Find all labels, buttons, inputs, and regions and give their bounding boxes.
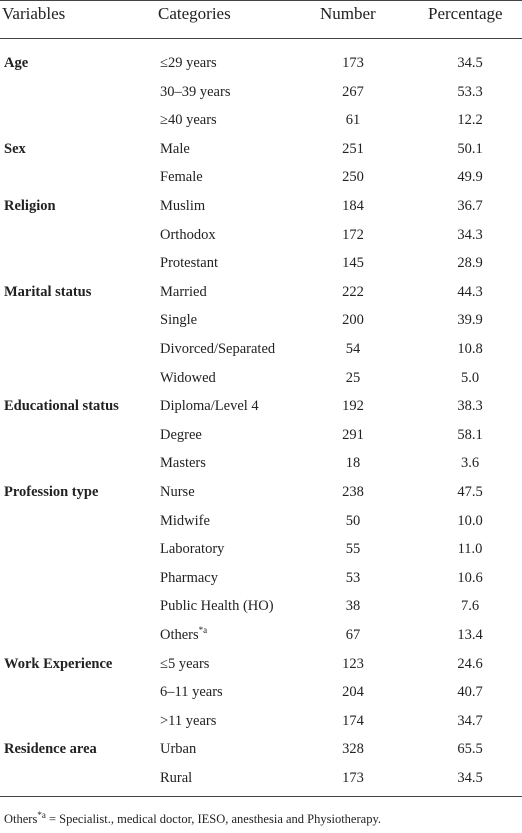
- table-row: [0, 336, 522, 364]
- row-category: Masters: [160, 455, 206, 472]
- footnote-text: = Specialist., medical doctor, IESO, anesthesia and Physiotherapy.: [45, 812, 382, 826]
- row-percentage: 34.7: [457, 712, 483, 729]
- table-header: [0, 0, 522, 38]
- row-number: 53: [345, 569, 361, 586]
- row-percentage: 39.9: [457, 312, 483, 329]
- row-category: ≥40 years: [160, 112, 217, 129]
- table-row: [0, 536, 522, 564]
- row-number: 251: [342, 140, 364, 157]
- table-row: [0, 279, 522, 307]
- row-variable: Age: [4, 55, 29, 71]
- row-number: 145: [342, 255, 364, 272]
- row-percentage: 12.2: [457, 112, 483, 129]
- row-percentage: 65.5: [457, 741, 483, 758]
- row-category: ≤29 years: [160, 55, 217, 71]
- row-number: 173: [342, 770, 364, 786]
- row-percentage: 34.5: [457, 770, 483, 786]
- table-row: [0, 422, 522, 450]
- row-variable: Educational status: [4, 398, 119, 415]
- row-percentage: 53.3: [457, 83, 483, 100]
- row-category: [160, 627, 207, 644]
- row-category: 30–39 years: [160, 83, 231, 100]
- table-row: [0, 222, 522, 250]
- header-rule: [0, 38, 522, 39]
- row-category: Male: [160, 140, 190, 157]
- header-variables: Variables: [2, 4, 66, 23]
- table-row: [0, 393, 522, 421]
- row-percentage: 40.7: [457, 684, 483, 701]
- row-category-text: Others: [160, 627, 199, 643]
- row-percentage: 34.3: [457, 226, 483, 243]
- row-variable: Marital status: [4, 283, 92, 300]
- row-percentage: 47.5: [457, 484, 483, 500]
- table-footnote: [4, 809, 382, 827]
- row-percentage: 49.9: [457, 169, 483, 186]
- table-row: [0, 479, 522, 507]
- row-number: 328: [342, 741, 364, 758]
- row-percentage: 10.0: [457, 512, 483, 529]
- row-percentage: 36.7: [457, 198, 483, 214]
- row-number: 204: [342, 684, 364, 701]
- row-percentage: 3.6: [460, 455, 480, 472]
- row-number: 172: [342, 226, 364, 243]
- row-number: 50: [345, 512, 361, 529]
- row-variable: Religion: [4, 198, 56, 214]
- row-number: 174: [342, 712, 364, 729]
- table-row: [0, 79, 522, 107]
- row-percentage: 10.6: [457, 569, 483, 586]
- row-number: 184: [342, 198, 364, 214]
- table-row: [0, 193, 522, 221]
- row-category: ≤5 years: [160, 655, 210, 672]
- row-number: 61: [345, 112, 361, 129]
- table-row: [0, 307, 522, 335]
- row-category: Urban: [160, 741, 197, 758]
- row-category: >11 years: [160, 712, 217, 729]
- row-category: Female: [160, 169, 203, 186]
- row-category: Orthodox: [160, 226, 216, 243]
- row-number: 267: [342, 83, 364, 100]
- row-number: 291: [342, 426, 364, 443]
- table-row: [0, 450, 522, 478]
- table-row: [0, 136, 522, 164]
- table-row: [0, 622, 522, 650]
- table-row: [0, 164, 522, 192]
- footnote-label: Others: [4, 812, 38, 826]
- table-row: [0, 708, 522, 736]
- row-percentage: 28.9: [457, 255, 483, 272]
- row-category: Nurse: [160, 484, 195, 500]
- row-category: Laboratory: [160, 541, 225, 558]
- table-row: [0, 651, 522, 679]
- row-category: Degree: [160, 426, 202, 443]
- table-row: [0, 365, 522, 393]
- row-percentage: 34.5: [457, 55, 483, 71]
- row-percentage: 38.3: [457, 398, 483, 415]
- row-category: Widowed: [160, 369, 216, 386]
- row-number: 38: [345, 598, 361, 615]
- row-category: Pharmacy: [160, 569, 218, 586]
- bottom-rule: [0, 796, 522, 797]
- row-category: Single: [160, 312, 198, 329]
- row-number: 222: [342, 283, 364, 300]
- header-percentage: Percentage: [428, 4, 503, 23]
- table-row: [0, 107, 522, 135]
- row-number: 67: [345, 627, 361, 643]
- row-percentage: 13.4: [457, 627, 483, 643]
- row-number: 192: [342, 398, 364, 415]
- table-row: [0, 565, 522, 593]
- table-row: [0, 736, 522, 764]
- row-percentage: 11.0: [457, 541, 483, 558]
- row-category: Divorced/Separated: [160, 341, 276, 357]
- row-number: 54: [345, 341, 361, 357]
- row-number: 173: [342, 55, 364, 71]
- row-number: 200: [342, 312, 364, 329]
- row-category: Married: [160, 283, 207, 300]
- row-number: 238: [342, 484, 364, 500]
- row-number: 250: [342, 169, 364, 186]
- footnote-sup: *a: [37, 809, 46, 820]
- row-variable: Work Experience: [4, 655, 113, 672]
- row-percentage: 10.8: [457, 341, 483, 357]
- row-category: Protestant: [160, 255, 218, 272]
- table-row: [0, 679, 522, 707]
- row-percentage: 44.3: [457, 283, 483, 300]
- row-percentage: 7.6: [460, 598, 480, 615]
- row-category: Rural: [160, 770, 193, 786]
- row-category: Midwife: [160, 512, 210, 529]
- row-variable: Sex: [4, 140, 26, 157]
- header-number: Number: [320, 4, 376, 23]
- row-number: 55: [345, 541, 361, 558]
- row-number: 25: [345, 369, 361, 386]
- row-percentage: 24.6: [457, 655, 483, 672]
- row-variable: Profession type: [4, 484, 99, 500]
- row-variable: Residence area: [4, 741, 97, 758]
- table-row: [0, 508, 522, 536]
- row-number: 123: [342, 655, 364, 672]
- table-row: [0, 593, 522, 621]
- row-category: Muslim: [160, 198, 206, 214]
- row-category-sup: *a: [198, 625, 208, 636]
- row-percentage: 5.0: [460, 369, 480, 386]
- table-row: [0, 250, 522, 278]
- table-row: [0, 765, 522, 793]
- row-percentage: 58.1: [457, 426, 483, 443]
- row-category: Public Health (HO): [160, 598, 274, 615]
- row-category: 6–11 years: [160, 684, 223, 701]
- table-row: [0, 50, 522, 78]
- row-number: 18: [345, 455, 361, 472]
- row-percentage: 50.1: [457, 140, 483, 157]
- header-categories: Categories: [158, 4, 231, 23]
- row-category: Diploma/Level 4: [160, 398, 259, 415]
